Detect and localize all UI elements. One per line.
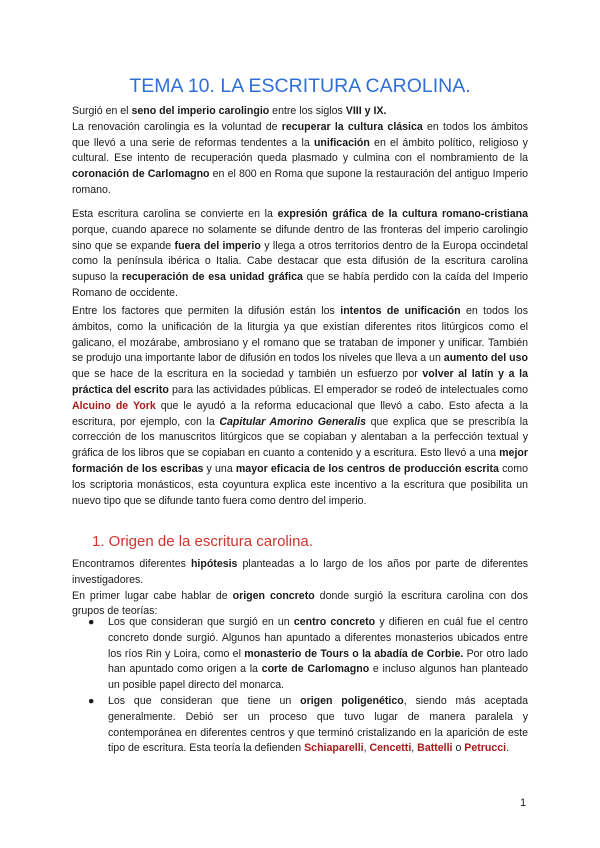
text-run: entre los siglos: [269, 105, 346, 117]
page-number: 1: [520, 797, 526, 809]
text-run: en todos los ámbitos que llevó a una serie de reformas tendentes a la: [72, 120, 528, 149]
bold-run: coronación de Carlomagno: [72, 168, 210, 181]
list-item: [72, 694, 528, 757]
bold-run: fuera del imperio: [174, 239, 261, 252]
bold-run: origen concreto: [232, 589, 315, 602]
text-run: que le ayudó a la reforma educacional que llevó a cabo. Esto afecta a la escritura, por ejemplo, con la: [72, 399, 529, 428]
text-run: en el 800 en Roma que supone la restauración del antiguo Imperio romano.: [72, 168, 528, 196]
bold-run: unificación: [313, 136, 370, 149]
text-run: para las actividades públicas. El emperador se rodeó de intelectuales como: [168, 383, 528, 396]
text-run: que se hace de la escritura en la sociedad y también un esfuerzo por: [72, 368, 423, 381]
list-item: [72, 615, 528, 694]
text-run: Los que consideran que tiene un: [108, 694, 301, 707]
text-run: e incluso algunos han planteado un posible papel directo del monarca.: [108, 663, 528, 692]
text-run: planteadas a lo largo de los años por parte de diferentes investigadores.: [72, 558, 529, 586]
bold-run: intentos de unificación: [340, 305, 461, 317]
text-run: y difieren en cuál fue el centro concreto donde surgió. Algunos han apuntado a diferentes monasterios ubicados entre los ríos Rin y Loira, como el: [108, 616, 529, 660]
document-title: TEMA 10. LA ESCRITURA CAROLINA.: [129, 75, 471, 97]
text-run: en el ámbito político, religioso y cultural. Ese intento de recuperación queda plasmado y culmina con el nombramiento de la: [72, 136, 528, 165]
bold-run: centro concreto: [293, 616, 376, 628]
text-run: Encontramos diferentes: [72, 558, 191, 570]
text-run: La renovación carolingia es la voluntad de: [72, 120, 282, 133]
text-run: en todos los ámbitos, como la unificación de la liturgia ya que existían diferentes ritos litúrgicos como el galicano, el mozárabe, ambrosiano y el romano que se trataban de imponer y unificar. También se produjo una importante labor de difusión en todos los niveles que lleva a un: [72, 305, 528, 365]
text-run: .: [506, 742, 510, 755]
name-highlight: Cencetti: [369, 742, 412, 755]
paragraph-intro: [72, 104, 528, 199]
paragraph-hypotheses: [72, 557, 528, 620]
name-highlight: Alcuino de York: [72, 399, 156, 412]
name-highlight: Schiaparelli: [304, 742, 364, 755]
bold-run: monasterio de Tours o la abadía de Corbie.: [244, 647, 464, 660]
paragraph-factors: [72, 304, 528, 509]
text-run: Por otro lado han apuntado como origen a la: [108, 647, 528, 676]
bullet-icon: ●: [88, 616, 95, 628]
paragraph-expression: [72, 207, 528, 302]
text-run: , siendo más aceptada generalmente. Debió ser un proceso que tuvo lugar de manera paralela y contemporánea en diferentes centros y que terminó cristalizando en la aparición de este tipo de escritura. Esta teoría la defienden: [108, 694, 529, 755]
bold-run: VIII y IX.: [345, 105, 387, 117]
text-run: y una: [203, 462, 236, 475]
bold-run: mayor eficacia de los centros de producción escrita: [235, 462, 499, 475]
text-run: Esta escritura carolina se convierte en la: [72, 208, 278, 220]
name-highlight: Petrucci: [464, 742, 507, 755]
bold-italic-run: Capitular Amorino Generalis: [219, 415, 366, 428]
bold-run: volver al latín y a la práctica del escrito: [72, 368, 528, 396]
text-run: porque, cuando aparece no solamente se difunde dentro de las fronteras del imperio carolingio sino que se expande: [72, 223, 528, 252]
bold-run: aumento del uso: [443, 352, 528, 365]
section-heading: 1. Origen de la escritura carolina.: [92, 533, 313, 550]
text-run: y llega a otros territorios dentro de la Europa occindetal como la península ibérica o Italia. Cabe destacar que esta difusión de la escritura carolina supuso la: [72, 239, 529, 284]
bold-run: mejor formación de los escribas: [72, 447, 528, 475]
text-run: donde surgió la escritura carolina con dos grupos de teorías:: [72, 589, 528, 618]
text-run: que se había perdido con la caída del Imperio Romano de occidente.: [72, 271, 528, 299]
bold-run: hipótesis: [190, 558, 238, 570]
text-run: Entre los factores que permiten la difusión están los: [72, 305, 341, 317]
text-run: Los que consideran que surgió en un: [108, 616, 294, 628]
text-run: que explica que se prescribía la corrección de los manuscritos litúrgicos que se copiaban y alentaban a la perfección textual y gráfica de los libros que se copiaban en cuanto a contenido y a escritura. Esto llevó a una: [72, 415, 528, 460]
bold-run: expresión gráfica de la cultura romano-cristiana: [277, 208, 528, 220]
bold-run: origen poligenético: [300, 694, 404, 707]
text-run: En primer lugar cabe hablar de: [72, 589, 233, 602]
text-run: o: [452, 742, 465, 755]
bold-run: corte de Carlomagno: [261, 663, 370, 676]
text-run: Surgió en el: [72, 105, 132, 117]
bullet-icon: ●: [88, 694, 95, 707]
name-highlight: Battelli: [417, 742, 453, 755]
bold-run: recuperación de esa unidad gráfica: [121, 271, 303, 284]
text-run: ,: [363, 742, 370, 755]
text-run: ,: [411, 742, 418, 755]
theories-list: [72, 615, 528, 757]
bold-run: seno del imperio carolingio: [131, 105, 270, 117]
text-run: como los scriptoria monásticos, esta coyuntura explica este incentivo a la escritura que posibilita un nuevo tipo que se difunde tanto fuera como dentro del imperio.: [72, 462, 528, 507]
bold-run: recuperar la cultura clásica: [281, 120, 423, 133]
